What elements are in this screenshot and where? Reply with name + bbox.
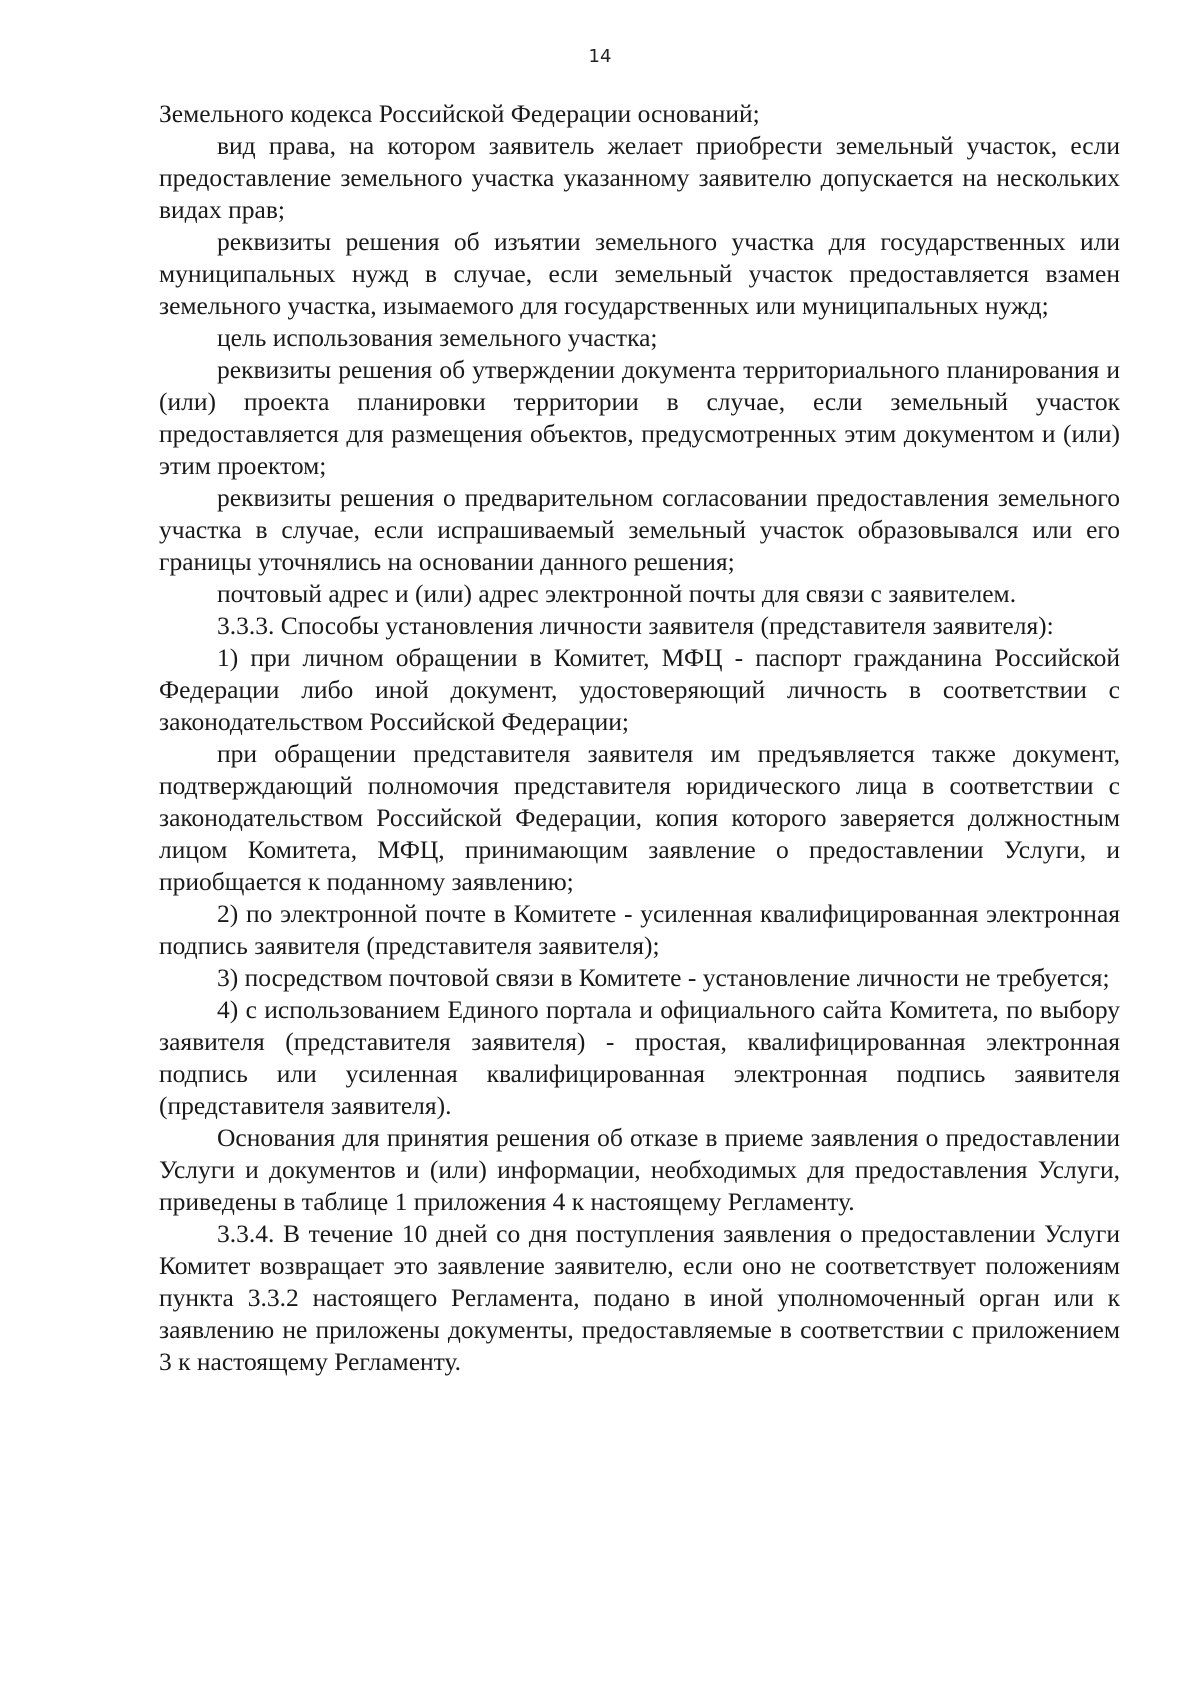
document-body — [159, 98, 1120, 1378]
list-item-unified-portal: 4) с использованием Единого портала и официального сайта Комитета, по выбору заявителя (представителя заявителя) - простая, квалифицированная электронная подпись или усиленная квалифицированная электронная подпись заявителя (представителя заявителя). — [159, 995, 1120, 1120]
paragraph-preliminary-approval: реквизиты решения о предварительном согласовании предоставления земельного участка в случае, если испрашиваемый земельный участок образовывался или его границы уточнялись на основании данного решения; — [159, 483, 1120, 576]
paragraph-land-use-purpose: цель использования земельного участка; — [217, 323, 658, 352]
list-item-postal: 3) посредством почтовой связи в Комитете - установление личности не требуется; — [217, 963, 1110, 992]
list-item-personal-visit: 1) при личном обращении в Комитет, МФЦ - паспорт гражданина Российской Федерации либо иной документ, удостоверяющий личность в соответствии с законодательством Российской Федерации; — [159, 643, 1120, 736]
section-3-3-4: 3.3.4. В течение 10 дней со дня поступления заявления о предоставлении Услуги Комитет возвращает это заявление заявителю, если оно не соответствует положениям пункта 3.3.2 настоящего Регламента, подано в иной уполномоченный орган или к заявлению не приложены документы, предоставляемые в соответствии с приложением 3 к настоящему Регламенту. — [159, 1219, 1120, 1376]
paragraph-land-code-grounds: Земельного кодекса Российской Федерации оснований; — [159, 99, 760, 128]
page-number: 14 — [588, 46, 612, 67]
paragraph-seizure-decision: реквизиты решения об изъятии земельного участка для государственных или муниципальных нужд в случае, если земельный участок предоставляется взамен земельного участка, изымаемого для государственных или муниципальных нужд; — [159, 227, 1120, 320]
paragraph-refusal-grounds: Основания для принятия решения об отказе в приеме заявления о предоставлении Услуги и документов и (или) информации, необходимых для предоставления Услуги, приведены в таблице 1 приложения 4 к настоящему Регламенту. — [159, 1123, 1120, 1216]
paragraph-type-of-right: вид права, на котором заявитель желает приобрести земельный участок, если предоставление земельного участка указанному заявителю допускается на нескольких видах прав; — [159, 131, 1120, 224]
paragraph-representative: при обращении представителя заявителя им предъявляется также документ, подтверждающий полномочия представителя юридического лица в соответствии с законодательством Российской Федерации, копия которого заверяется должностным лицом Комитета, МФЦ, принимающим заявление о предоставлении Услуги, и приобщается к поданному заявлению; — [159, 739, 1120, 896]
section-3-3-3-heading: 3.3.3. Способы установления личности заявителя (представителя заявителя): — [217, 611, 1054, 640]
list-item-email: 2) по электронной почте в Комитете - усиленная квалифицированная электронная подпись заявителя (представителя заявителя); — [159, 899, 1120, 960]
paragraph-contact-address: почтовый адрес и (или) адрес электронной почты для связи с заявителем. — [217, 579, 1017, 608]
paragraph-planning-decision: реквизиты решения об утверждении документа территориального планирования и (или) проекта планировки территории в случае, если земельный участок предоставляется для размещения объектов, предусмотренных этим документом и (или) этим проектом; — [159, 355, 1120, 480]
